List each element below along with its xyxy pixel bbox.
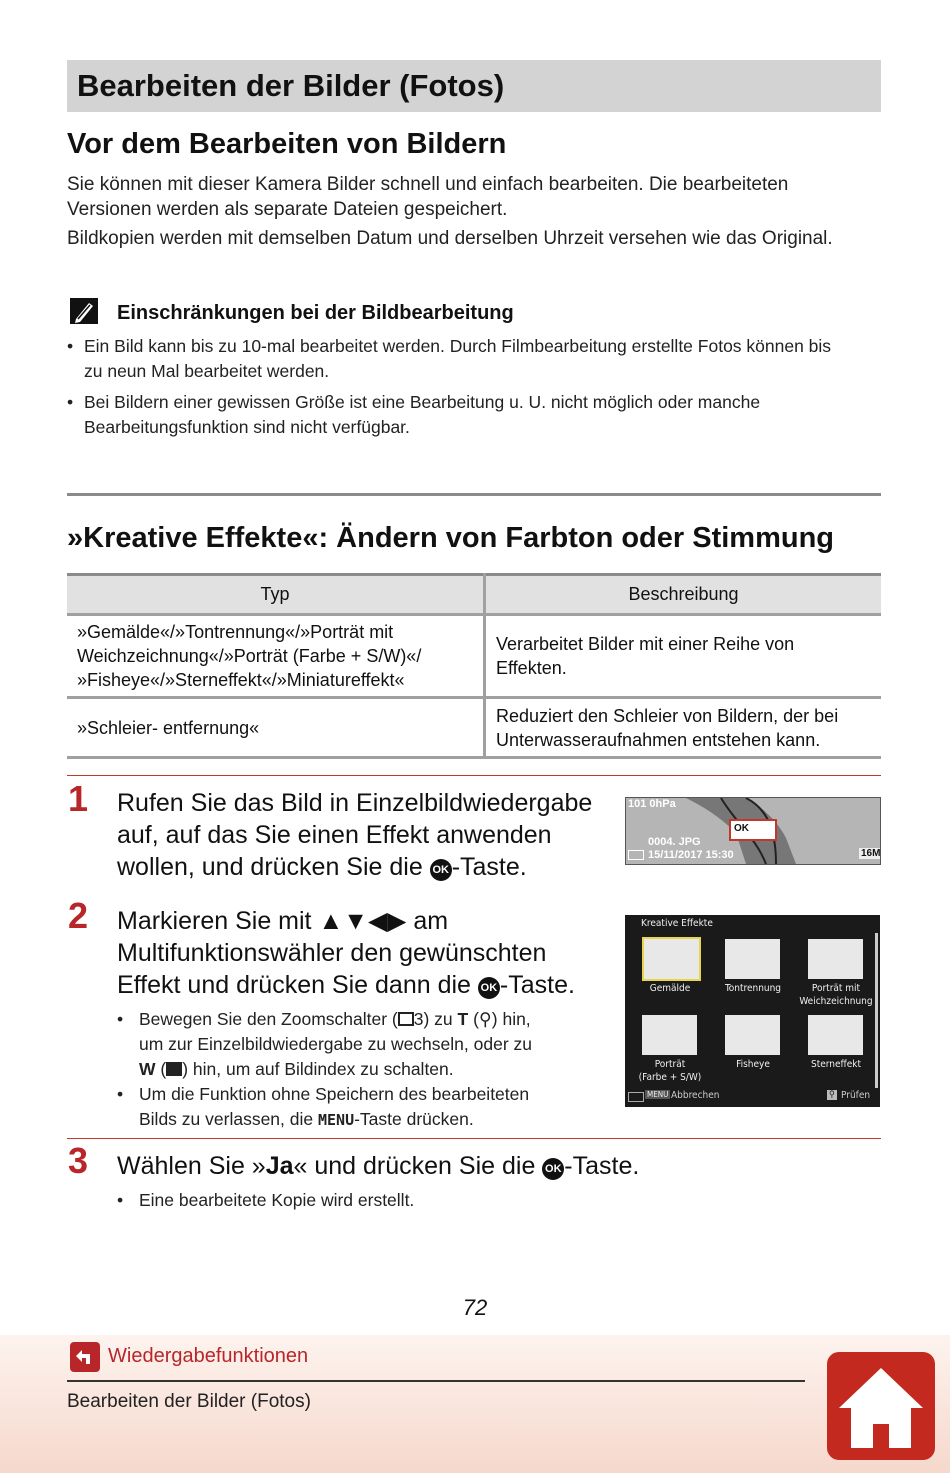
effect-label: Weichzeichnung [799, 996, 873, 1007]
home-button[interactable] [827, 1352, 935, 1460]
note-bullet: • Bei Bildern einer gewissen Größe ist eine Bearbeitung u. U. nicht möglich oder manche Bearbeitungsfunktion sind nicht verfügbar. [67, 392, 761, 437]
note-title: Einschränkungen bei der Bildbearbeitung [117, 302, 514, 324]
menu-title: Kreative Effekte [641, 918, 713, 929]
effect-thumbnail[interactable] [642, 1015, 697, 1055]
step-divider [67, 1138, 881, 1139]
section-link[interactable]: Wiedergabefunktionen [108, 1345, 309, 1367]
intro-line: Versionen werden als separate Dateien gespeichert. [67, 199, 508, 220]
intro-heading: Vor dem Bearbeiten von Bildern [67, 128, 507, 160]
table-cell: »Gemälde«/»Tontrennung«/»Porträt mit Weichzeichnung«/»Porträt (Farbe + S/W)«/ »Fisheye«/»Sterneffekt«/»Miniatureffekt« [67, 615, 485, 698]
effect-label: Tontrennung [724, 983, 782, 994]
effect-thumbnail[interactable] [642, 937, 701, 981]
menu-button-icon: MENU [647, 1090, 669, 1099]
table-cell: Verarbeitet Bilder mit einer Reihe von Effekten. [485, 615, 882, 698]
section-heading: »Kreative Effekte«: Ändern von Farbton oder Stimmung [67, 522, 835, 554]
ok-button-icon: OK [478, 977, 500, 999]
page-title: Bearbeiten der Bilder (Fotos) [67, 60, 881, 112]
table-cell: Reduziert den Schleier von Bildern, der bei Unterwasseraufnahmen entstehen kann. [485, 698, 882, 758]
pencil-icon [69, 297, 99, 325]
step-line: Wählen Sie »Ja« und drücken Sie die OK -Taste. [117, 1152, 640, 1180]
intro-line: Sie können mit dieser Kamera Bilder schnell und einfach bearbeiten. Die bearbeiteten [67, 174, 789, 195]
ok-button-icon: OK [542, 1158, 564, 1180]
step-line: Rufen Sie das Bild in Einzelbildwiedergabe [117, 789, 593, 817]
step-divider [67, 775, 881, 776]
note-bullet: • Ein Bild kann bis zu 10-mal bearbeitet werden. Durch Filmbearbeitung erstellte Fotos können bis zu neun Mal bearbeitet werden. [67, 336, 832, 381]
step-line: Markieren Sie mit ▲▼◀▶ am [117, 907, 449, 935]
scrollbar[interactable] [875, 933, 878, 1088]
effect-label: Fisheye [736, 1059, 770, 1070]
effect-label: (Farbe + S/W) [638, 1072, 702, 1083]
footer-page-title: Bearbeiten der Bilder (Fotos) [67, 1391, 311, 1412]
ok-icon: OK [734, 823, 749, 834]
zoom-magnifier-icon: ⚲ [829, 1090, 835, 1100]
ok-button-icon: OK [430, 859, 452, 881]
table-row [67, 698, 881, 758]
menu-button-icon: MENU [317, 1111, 355, 1129]
check-label: Prüfen [841, 1090, 871, 1101]
step-line: Effekt und drücken Sie dann die OK -Taste. [117, 971, 575, 999]
effect-label: Porträt mit [811, 983, 861, 994]
page-number: 72 [462, 1295, 488, 1320]
effect-thumbnail[interactable] [725, 1015, 780, 1055]
effect-thumbnail[interactable] [808, 1015, 863, 1055]
battery-icon [628, 1092, 644, 1102]
battery-icon [628, 850, 644, 860]
thumbnail-grid-icon [166, 1062, 182, 1076]
image-size-icon: 16M [861, 848, 881, 859]
section-divider [67, 493, 881, 496]
effect-label: Sterneffekt [810, 1059, 861, 1070]
folder-label: 101 0hPa [628, 798, 676, 810]
effects-table [67, 573, 881, 759]
multi-selector-arrows-icon: ▲▼◀▶ [318, 907, 407, 935]
effect-label: Porträt [654, 1059, 686, 1070]
table-header: Beschreibung [485, 575, 882, 615]
date-time: 15/11/2017 15:30 [648, 849, 734, 861]
camera-screen-playback [625, 797, 881, 865]
step-line: auf, auf das Sie einen Effekt anwenden [117, 821, 552, 849]
step-line: wollen, und drücken Sie die OK -Taste. [117, 853, 527, 881]
table-header: Typ [67, 575, 485, 615]
table-row [67, 615, 881, 698]
home-icon [827, 1352, 935, 1460]
step-number: 3 [68, 1140, 89, 1181]
step-line: Multifunktionswähler den gewünschten [117, 939, 547, 967]
effect-label: Gemälde [649, 983, 691, 994]
step-number: 2 [68, 895, 89, 936]
back-arrow-icon[interactable] [70, 1342, 100, 1372]
book-icon [398, 1012, 414, 1026]
zoom-magnifier-icon: ⚲ [478, 1009, 492, 1029]
cancel-label: Abbrechen [671, 1090, 720, 1101]
effect-thumbnail[interactable] [808, 939, 863, 979]
camera-screen-effects-menu [625, 915, 880, 1107]
file-name: 0004. JPG [648, 836, 701, 848]
footer-divider [67, 1380, 805, 1382]
effect-thumbnail[interactable] [725, 939, 780, 979]
table-cell: »Schleier- entfernung« [67, 698, 485, 758]
intro-line: Bildkopien werden mit demselben Datum und derselben Uhrzeit versehen wie das Original. [67, 228, 833, 249]
step-number: 1 [68, 778, 89, 819]
